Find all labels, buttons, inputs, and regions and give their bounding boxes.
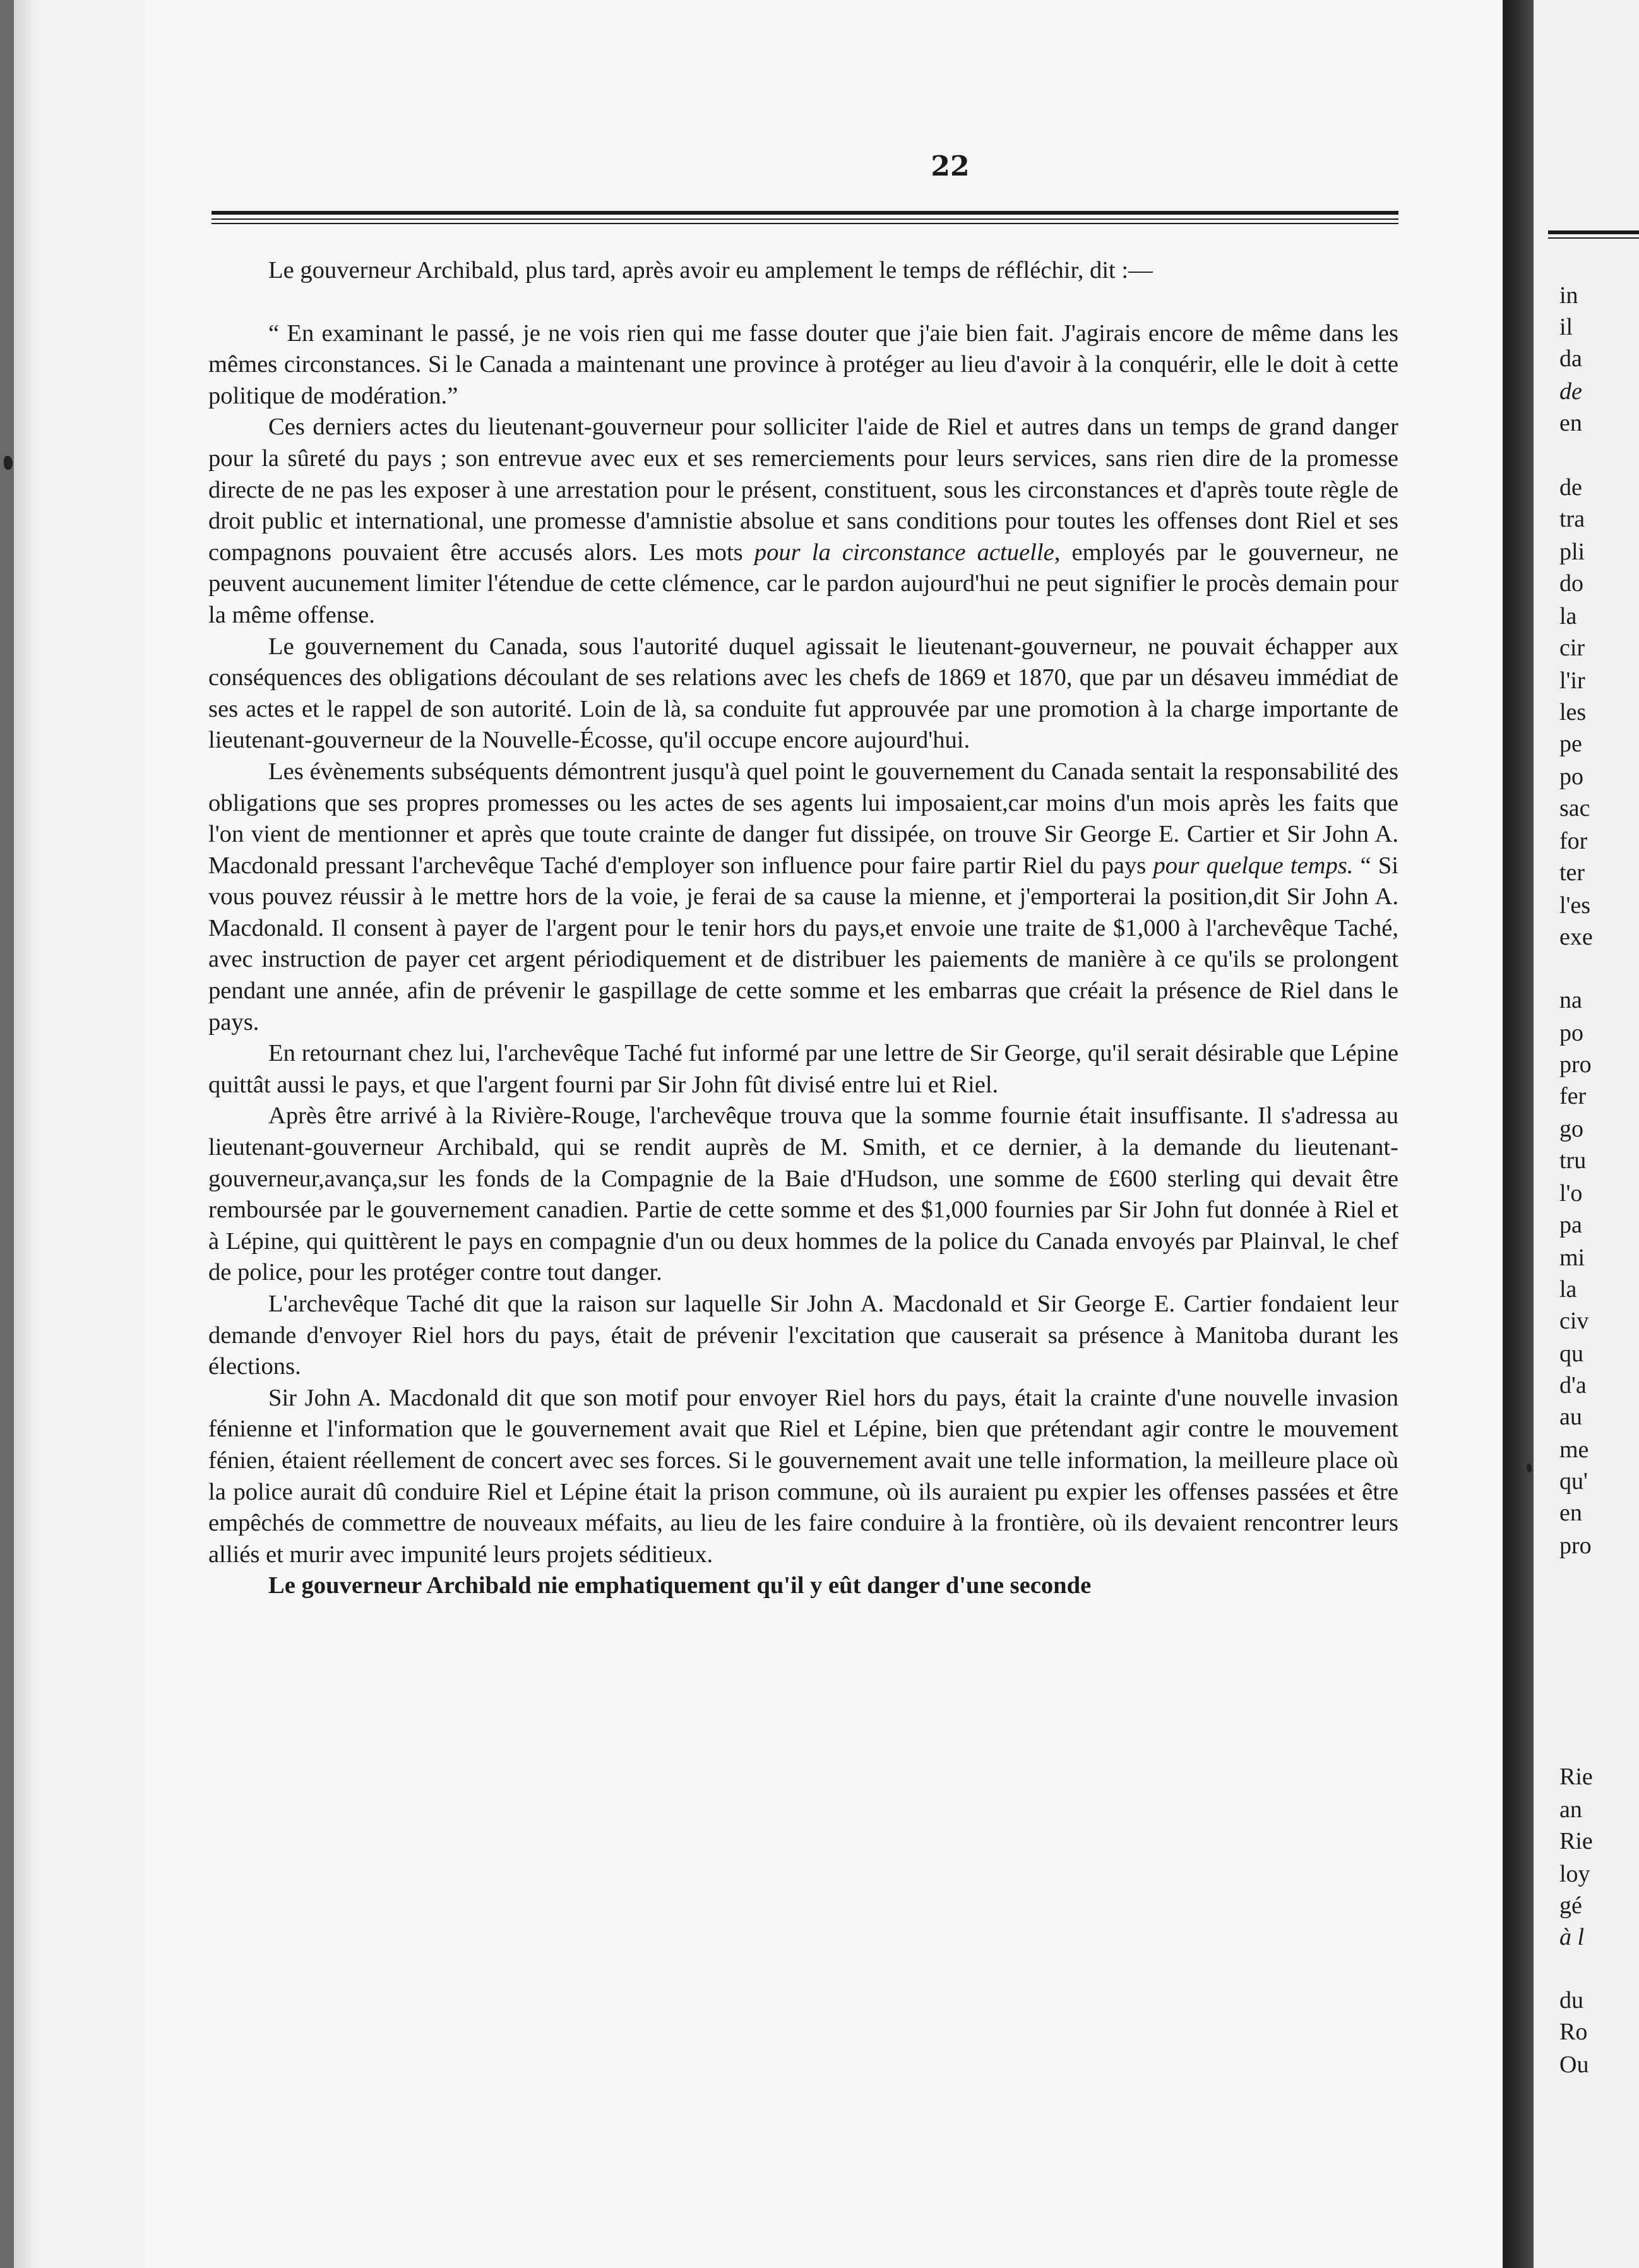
adjacent-line-fragment: il [1559,314,1573,340]
paragraph-text: “ Si vous pouvez réussir à le mettre hors de la voie, je ferai de sa cause la mienne, et j'emporterai la position,dit Sir John A. Macdonald. Il consent à payer de l'argent pour le tenir hors du pays,et envoie une traite de $1,000 à l'archevêque Taché, avec instruction de payer cet argent périodiquement et de distribuer les paiements de manière à ce qu'ils se prolongent pendant une année, afin de prévenir le gaspillage de cette somme et les embarras que créait la présence de Riel dans le pays. [208,852,1398,1036]
adjacent-line-fragment: mi [1559,1244,1585,1271]
paragraph-text: Ces derniers actes du lieutenant-gouverneur pour solliciter l'aide de Riel et autres dans un temps de grand danger pour la sûreté du pays ; son entrevue avec eux et ses remerciements pour leurs services, sans rien dire de la promesse directe de ne pas les exposer à une arrestation pour le présent, constituent, sous les circonstances et d'après toute règle de droit public et international, une promesse d'amnistie absolue et sans conditions pour toutes les offenses dont Riel et ses compagnons pouvaient être accusés alors. Les mots [208,414,1398,566]
adjacent-line-fragment: na [1559,987,1582,1013]
header-rule-thin [212,223,1398,224]
scan-left-shadow [14,0,39,2268]
quotation-paragraph: “ En examinant le passé, je ne vois rien qui me fasse douter que j'aie bien fait. J'agirais encore de même dans les mêmes circonstances. Si le Canada a maintenant une province à protéger au lieu d'avoir à la conquérir, elle le doit à cette politique de modération.” [208,319,1398,409]
paragraph-text: , employés par le gouverneur, ne peuvent aucunement limiter l'étendue de cette clémence, car le pardon aujourd'hui ne peut signifier le procès demain pour la même offense. [208,539,1398,628]
adjacent-line-fragment: po [1559,1020,1583,1046]
adjacent-line-fragment: pro [1559,1532,1592,1559]
paragraph: En retournant chez lui, l'archevêque Taché fut informé par une lettre de Sir George, qu'il serait désirable que Lépine quittât aussi le pays, et que l'argent fourni par Sir John fût divisé entre lui et Riel. [208,1040,1398,1098]
paragraph [208,412,1398,631]
paragraph-text: Les évènements subséquents démontrent jusqu'à quel point le gouvernement du Canada sentait la responsabilité des obligations que ses propres promesses ou les actes de ses agents lui imposaient,car moins d'un mois après les faits que l'on vient de mentionner et après que toute crainte de danger fut dissipée, on trouve Sir George E. Cartier et Sir John A. Macdonald pressant l'archevêque Taché d'employer son influence pour faire partir Riel du pays [208,758,1398,879]
body-text [208,255,1398,1602]
italic-phrase: pour quelque temps. [1153,852,1354,879]
adjacent-line-fragment: an [1559,1796,1582,1823]
scan-speck [4,456,13,470]
adjacent-line-fragment: du [1559,1987,1583,2014]
adjacent-line-fragment: Rie [1559,1764,1593,1790]
paragraph: Le gouverneur Archibald, plus tard, après avoir eu amplement le temps de réfléchir, dit :— [268,257,1153,284]
adjacent-line-fragment: l'ir [1559,667,1585,694]
adjacent-line-fragment: la [1559,1276,1577,1303]
paragraph: Après être arrivé à la Rivière-Rouge, l'archevêque trouva que la somme fournie était insuffisante. Il s'adressa au lieutenant-gouverneur Archibald, qui se rendit auprès de M. Smith, et ce dernier, à la demande du lieutenant-gouverneur,avança,sur les fonds de la Compagnie de la Baie d'Hudson, une somme de £600 sterling qui devait être remboursée par le gouvernement canadien. Partie de cette somme et des $1,000 fournies par Sir John fut donnée à Riel et à Lépine, qui quittèrent le pays en compagnie d'un ou deux hommes de la police du Canada envoyés par Plainval, le chef de police, pour les protéger contre tout danger. [208,1102,1398,1286]
adjacent-line-fragment: d'a [1559,1372,1587,1399]
paragraph: Sir John A. Macdonald dit que son motif pour envoyer Riel hors du pays, était la crainte d'une nouvelle invasion fénienne et l'information que le gouvernement avait que Riel et Lépine, bien que prétendant agir contre le mouvement fénien, étaient réellement de concert avec ses forces. Si le gouvernement avait une telle information, la meilleure place où la police aurait dû conduire Riel et Lépine était la prison commune, où ils auraient pu expier les offenses passées et être empêchés de commettre de nouveaux méfaits, au lieu de les faire conduire à la frontière, où ils devaient rencontrer leurs alliés et murir avec impunité leurs projets séditieux. [208,1384,1398,1568]
scan-speck [1527,1464,1532,1472]
adjacent-line-fragment: qu [1559,1340,1583,1367]
adjacent-line-fragment: la [1559,603,1577,630]
adjacent-line-fragment: loy [1559,1861,1590,1887]
adjacent-line-fragment: pro [1559,1051,1592,1078]
adjacent-line-fragment: civ [1559,1308,1589,1334]
adjacent-line-fragment: l'o [1559,1180,1583,1207]
paragraph: Le gouvernement du Canada, sous l'autorité duquel agissait le lieutenant-gouverneur, ne pouvait échapper aux conséquences des obligations découlant de ses relations avec les chefs de 1869 et 1870, que par un désaveu immédiat de ses actes et le rappel de son autorité. Loin de là, sa conduite fut approuvée par une promotion à la charge importante de lieutenant-gouverneur de la Nouvelle-Écosse, qu'il occupe encore aujourd'hui. [208,633,1398,754]
adjacent-line-fragment: pe [1559,731,1582,757]
page-number: 22 [931,150,970,182]
adjacent-line-fragment: do [1559,570,1583,597]
italic-phrase: pour la circonstance actuelle [754,539,1054,566]
adjacent-line-fragment: Ro [1559,2019,1588,2045]
adjacent-line-fragment: Rie [1559,1828,1593,1854]
adjacent-line-fragment: qu' [1559,1468,1588,1495]
adjacent-header-rule [1548,230,1639,234]
adjacent-line-fragment: pa [1559,1212,1582,1238]
adjacent-page [1534,0,1639,2268]
adjacent-line-fragment: cir [1559,635,1585,661]
adjacent-line-fragment: tru [1559,1147,1587,1174]
adjacent-line-fragment: me [1559,1436,1589,1463]
adjacent-header-rule-thin [1548,237,1639,239]
paragraph [208,756,1398,1038]
header-rule-thin [212,218,1398,220]
adjacent-line-fragment: da [1559,345,1582,372]
adjacent-line-fragment: for [1559,828,1588,854]
adjacent-line-fragment: in [1559,282,1578,309]
document-page [145,0,1505,2268]
book-gutter [1505,0,1534,2268]
adjacent-line-fragment: de [1559,378,1582,405]
adjacent-line-fragment: gé [1559,1892,1582,1919]
paragraph: L'archevêque Taché dit que la raison sur laquelle Sir John A. Macdonald et Sir George E. Cartier fondaient leur demande d'envoyer Riel hors du pays, était de prévenir l'excitation que causerait sa présence à Manitoba durant les élections. [208,1291,1398,1380]
adjacent-line-fragment: de [1559,474,1582,501]
adjacent-line-fragment: go [1559,1116,1583,1142]
adjacent-line-fragment: Ou [1559,2051,1589,2078]
adjacent-line-fragment: les [1559,699,1587,725]
adjacent-line-fragment: sac [1559,795,1590,821]
adjacent-line-fragment: po [1559,763,1583,790]
adjacent-line-fragment: exe [1559,924,1593,950]
adjacent-line-fragment: tra [1559,506,1585,532]
adjacent-line-fragment: à l [1559,1924,1585,1950]
adjacent-line-fragment: fer [1559,1083,1587,1109]
adjacent-line-fragment: en [1559,1500,1582,1526]
adjacent-line-fragment: ter [1559,859,1585,886]
adjacent-line-fragment: au [1559,1404,1582,1430]
scan-left-edge [0,0,14,2268]
header-rule [212,211,1398,215]
adjacent-line-fragment: en [1559,410,1582,436]
adjacent-line-fragment: pli [1559,539,1585,565]
paragraph: Le gouverneur Archibald nie emphatiquement qu'il y eût danger d'une seconde [268,1572,1092,1599]
adjacent-line-fragment: l'es [1559,892,1591,919]
